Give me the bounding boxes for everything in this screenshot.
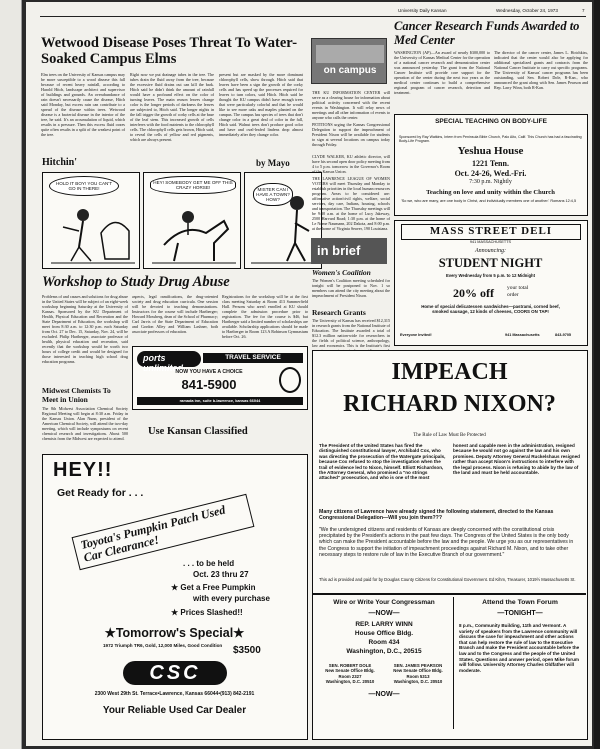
page-number: 7 [582, 8, 585, 13]
impeach-column-1: The President of the United States has fired the distinguished constitutional lawyer, Archibald Cox, who was directing the prosecution of the Watergate principals, because Cox refused to stop the investigation when the trail of evidence led to Nixon, himself. Elliott Richardson, the Attorney General, who promised a "no strings attached" prosecution, and who is one of the most [319, 443, 446, 481]
paper-name: University Daily Kansan [398, 8, 447, 13]
comic-panel-1 [42, 172, 140, 269]
workshop-column-2: aspects, legal ramifications, the drug-oriented society and drug education curricula. One session will be devoted to teaching demonstrations. Instructors for the course will include Hartberger; Howard Mossberg, dean of the School of Pharmacy; Carl Jarvis of the State Department of Education and Gordon Alley and William Lashner, both associate professors of education. [132, 294, 218, 334]
special-car-price: $3500 [233, 645, 261, 656]
comic-artist: by Mayo [256, 158, 290, 168]
elms-column-1: Elm trees on the University of Kansas campus may be more susceptible to a wood disease this fall because of recent heavy rainfall, according to Harold Hitch, landscape architect and supervisor of buildings and grounds. An overabundance of rain doesn't necessarily cause the disease, Hitch said Monday, but excess rain can contribute to a spread of the disease within trees. Wetwood disease is a bacterial disease in the interior of the tree, he said. It's an accumulation of liquid, which results in a pressure. Then this excess fluid oozes quite often results in a split of the weakest point of the tree. [41, 72, 125, 137]
rep-winn-room: Room 434 [368, 639, 400, 646]
comic-drawing-2 [144, 173, 241, 269]
sen-pearson-city: Washington, D.C. 20510 [393, 679, 443, 685]
comic-title: Hitchin' [42, 157, 78, 168]
on-campus-title: on campus [323, 65, 377, 76]
ports-tagline: NOW YOU HAVE A CHOICE [175, 369, 243, 375]
cancer-headline: Cancer Research Funds Awarded to Med Center [394, 19, 580, 47]
forum-divider [453, 597, 454, 729]
student-night-hours: Every Wednesday from 5 p.m. to 12 Midnight [445, 273, 536, 278]
student-night-headline: STUDENT NIGHT [438, 256, 543, 270]
csc-address: 2300 West 29th St. Terrace•Lawrence, Kansas 66044•(913) 842-2191 [94, 691, 255, 697]
comic-panel-2 [143, 172, 241, 269]
impeach-divider [313, 593, 586, 595]
on-campus-item-4: THE LAWRENCE LEAGUE OF WOMEN VOTERS will meet Thursday and Monday to establish priorities in the local human resources program. Areas to be considered are: affirmative action/civil rights, welfare, social services, day care, Indians, housing, schools and transportation. The Thursday meetings will be 9:30 a.m. at the home of Lucy Jakeway, 2500 Harvard Road; 1:30 p.m. at the home of Le Nome Naumann, 202 Dakota, and 8:00 p.m. at the home of Virginia Seaver, 190 Louisiana. [312, 176, 390, 231]
coalition-text: The Women's Coalition meeting scheduled for tonight will be postponed to Nov. 1 so members can attend the city meeting about the impeachment of President Nixon. [312, 278, 390, 298]
deli-ad [394, 220, 588, 346]
tomorrows-special: ★Tomorrow's Special★ [104, 626, 245, 640]
venue-address: 1221 Tenn. [472, 159, 509, 168]
elms-column-2: Right now we put drainage tubes in the tree. The tubes drain the fluid away from the tree, because the excessive fluid drains out can kill the bark. Hitch said he didn't think the amount of rainfall would have a profound effect on the color of turning leaves. The main reason leaves change color is the longer periods of darkness the leaves are subjected to, Hitch said. The longer nights in the fall trigger the growth of corky cells at the base of the leaf stem. This increased growth of cells interferes with the food nutrients to the chlorophyll cells. The chlorophyll cells gets brown, Hitch said, to reveal the cells of yellow and red pigments, which are always present. [130, 72, 214, 142]
page-header [26, 8, 592, 16]
congress-contacts [317, 599, 451, 733]
header-rule [40, 16, 586, 17]
scanner-margin [594, 0, 600, 749]
speech-balloon-3: MISTER CAN I HAVE A TOWN? HOW? [253, 183, 293, 206]
sale-dates: Oct. 23 thru 27 [193, 570, 249, 579]
sen-dole-city: Washington, D.C. 20510 [325, 679, 375, 685]
grants-text: The University of Kansas has received $12,315 in research grants from the National Institute of Education. The Institute awarded a total of $12.3 million nation-wide for researchers in the fields of political science, anthropology, law and economics. This is the Institute's first [312, 318, 390, 348]
purchase-condition: with every purchase [193, 594, 270, 603]
sen-pearson-name: SEN. JAMES PEARSON [393, 663, 443, 668]
congress-now-bottom: —NOW— [368, 691, 400, 698]
sen-pearson-block [385, 663, 451, 685]
workshop-headline: Workshop to Study Drug Abuse [42, 274, 230, 290]
on-campus-logo [311, 38, 387, 84]
on-campus-item-2: PETITIONS urging the Kansas Congressional Delegation to support the impeachment of President Nixon will be available for students to sign at several locations on campus today through Friday. [312, 122, 390, 147]
ports-logo [137, 351, 201, 373]
sen-dole-office: New Senate Office Bldg. [325, 668, 375, 674]
elms-column-3: present but are masked by the more dominant chlorophyll cells, show through. Hitch said that leaves have been a sign the growth of the corky cells and has speed up the processes required for leaves to turn colors, said Hitch. Hitch said he thought the KU campus didn't have enough trees that were particularly colorful and that he would like to see more oaks and maples planted on the campus. The campus has species of trees that don't change color in a great deal of color in the fall, Hitch said. Walnut trees don't produce good color and have and oval-leafed lindens drop almost immediately after they change color. [219, 72, 303, 137]
bible-verse: 'So we, who are many, are one body in Christ, and individually members one of another.' Romans 12:4,5 [401, 199, 577, 203]
csc-used-car-ad [42, 454, 308, 740]
richard-nixon-headline: RICHARD NIXON? [343, 391, 556, 417]
in-brief-title: in brief [317, 243, 361, 258]
town-forum-text: 8 p.m., Community Building, 11th and Vermont. A variety of speakers from the Lawrence community will discuss the case for impeachment and other actions that can help restore the rule of law to the Executive Branch and make the President accountable before the law and to the Congress and the people of the United States. Questions and answer period, open Mike forum will follow. University Attorney Charles Oldfather will moderate. [459, 623, 580, 673]
rep-winn-office: House Office Bldg. [354, 630, 414, 637]
get-ready-text: Get Ready for . . . [57, 487, 144, 499]
newspaper-page [26, 2, 592, 746]
cancer-column-1: WASHINGTON (AP)—An award of nearly $300,000 to the University of Kansas Medical Center for the operation of a national cancer research and demonstration center was announced yesterday. The grant from the National Cancer Institute will provide core support for the operation of the center during the next two years as the medical center continues to build a comprehensive regional program of cancer research, detection and treatment. [394, 50, 490, 95]
sen-dole-block [317, 663, 383, 685]
workshop-column-1: Problems of and causes and solutions for drug abuse in the United States will be subject of an eight-week workshop beginning Saturday at the University of Kansas. Sponsored by the KU Department of Health, Physical Education and Recreation and the State Department of Education, the workshop will meet from 8:30 a.m. to 12:30 p.m. each Saturday from Oct. 27 to Dec. 15, Saturday, Nov. 24, will be excluded. Philip Hartberger, associate professor of health, physical education and recreation, said recently that the workshop would be worth two hours of college credit and would be designed for those interested in teaching high school drug education programs. [42, 294, 128, 364]
comic-drawing-1 [43, 173, 140, 269]
rep-winn-name: REP. LARRY WINN [355, 621, 413, 628]
deli-address: 941 Massachusetts [505, 333, 540, 337]
body-life-sponsor: Sponsored by Ray Watkins, Intern from Peninsula Bible Church, Palo Alto, Calif. This Church has had a fascinating Body-Life Program. [399, 135, 582, 144]
prices-slashed: ★ Prices Slashed!! [171, 608, 243, 617]
ports-unlimited-ad [132, 346, 308, 410]
on-campus-item-1: THE KU INFORMATION CENTER will serve as a clearing house for information about political activity concerned with the recent events in Washington. It will relay news of meetings and all other information of events to anyone who calls the center. [312, 90, 390, 120]
on-campus-item-3: CLYDE WALKER, KU athletic director, will have his second open door policy meeting from 4 to 5 p.m. tomorrow in the Governor's Room of the Kansas Union. [312, 154, 390, 174]
ports-address: ramada inn, suite b-lawrence, kansas 66044 [137, 397, 303, 405]
congress-header: Wire or Write Your Congressman [333, 599, 435, 606]
rep-winn-city: Washington, D.C., 20515 [346, 648, 422, 655]
elms-headline: Wetwood Disease Poses Threat To Water-Soaked Campus Elms [41, 35, 298, 67]
ports-p-emblem [279, 367, 301, 393]
grants-headline: Research Grants [312, 308, 366, 317]
town-forum-header: Attend the Town Forum [482, 599, 558, 606]
classified-promo: Use Kansan Classified [148, 426, 248, 437]
deli-phone: 843-9705 [555, 333, 572, 337]
coalition-headline: Women's Coalition [312, 268, 371, 277]
venue-name: Yeshua House [457, 145, 524, 157]
discount-amount: 20% off [453, 286, 494, 300]
cancer-column-2: The director of the cancer center, James L. Hotchkiss, indicated that the center would also be applying for additional specialized grants and contracts from the National Cancer Institute to carry out specific programs. The University of Kansas' cancer programs has been outstanding, said Sen. Robert Dole, R-Kan., who announced the grant along with Sen. James Pearson and Rep. Larry Winn, both R-Kan. [494, 50, 588, 90]
impeach-headline: IMPEACH [391, 359, 508, 385]
speech-balloon-1: HOLD IT BOY! YOU CAN'T GO IN THERE! [49, 176, 119, 196]
sen-dole-name: SEN. ROBERT DOLE [328, 663, 372, 668]
hey-headline: HEY!! [53, 459, 113, 481]
signers-intro: Many citizens of Lawrence have already signed the following statement, directed to the Kansas Congressional Delegation—Will you join them??? [319, 509, 554, 522]
csc-logo: CSC [123, 661, 227, 685]
town-forum [457, 599, 583, 733]
event-dates: Oct. 24-26, Wed.-Fri. [454, 169, 527, 178]
issue-date: Wednesday, October 24, 1973 [496, 8, 558, 13]
impeach-nixon-ad [312, 350, 588, 740]
sen-pearson-office: New Senate Office Bldg. [393, 668, 443, 674]
pumpkin-patch-banner: Toyota's Pumpkin Patch Used Car Clearance! [72, 494, 255, 571]
deli-announcing: Announcing: [475, 248, 506, 254]
special-car-details: 1972 Triumph TR6, Gold, 12,000 Miles, Good Condition [103, 643, 223, 648]
deli-subaddress: 941 MASSACHUSETTS [469, 240, 512, 244]
deli-menu-items: Home of special delicatessen sandwiches—pastrami, corned beef, smoked sausage, 12 kinds of cheeses, COORS ON TAP! [421, 304, 560, 315]
sen-dole-room: Room 2327 [338, 673, 362, 679]
chemists-headline: Midwest Chemists To Meet in Union [42, 386, 111, 404]
paid-disclaimer: This ad is provided and paid for by Douglas County Citizens for Constitutional Government. Ed Kihm, Treasurer, 1019½ Massachusetts St. [319, 577, 576, 582]
body-life-ad [394, 114, 588, 216]
discount-tail: your total order [507, 285, 529, 298]
deli-invitation: Everyone Invited! [400, 333, 432, 337]
event-time: 7:30 p.m. Nightly [469, 179, 512, 185]
deli-name: MASS STREET DELI [401, 224, 581, 240]
adjacent-page-edge [0, 0, 22, 749]
campus-building-silhouette [316, 45, 384, 63]
in-brief-logo [311, 238, 387, 264]
csc-slogan: Your Reliable Used Car Dealer [102, 705, 247, 716]
impeach-column-2: honest and capable men in the administration, resigned because he would not go against the law and his own promises. Deputy Attorney General Ruckelshaus resigned rather than accept Nixon's instructions to interfere with the legal process. Nixon is refusing to abide by the law of the land and must be held accountable. [453, 443, 580, 476]
body-life-tagline: Teaching on love and unity within the Church [426, 189, 555, 196]
ports-logo-text: ports unlimited [143, 353, 183, 373]
speech-balloon-2: HEY! SOMEBODY GET ME OFF THIS CRAZY HORSE! [150, 176, 236, 194]
ports-phone: 841-5900 [181, 377, 237, 392]
congress-now-top: —NOW— [368, 610, 400, 617]
travel-service-banner: TRAVEL SERVICE [203, 353, 303, 363]
workshop-column-3: Registrations for the workshop will be at the first class meeting Saturday at Room 413 Summerfield Hall. Persons who aren't enrolled at KU should complete the admission procedure prior to registration. The fee for the course is $46, but Hartberger said a limited number of scholarships are available. Scholarship applications should be made to Hartberger in Room 123 A Robinson Gymnasium before Oct. 26. [222, 294, 308, 339]
impeachment-statement: "We the undersigned citizens and residents of Kansas are deeply concerned with the constitutional crisis precipitated by the President's actions in the past few days. The Congress of the United States is the only body which can make the President accountable before the law and the people. We urge you as our representatives in the Congress to support the initiation of impeachment proceedings against Richard M. Nixon, and to take other necessary steps to restore rule of law in the Executive Branch of our government." [319, 527, 574, 558]
to-be-held-text: . . . to be held [183, 559, 235, 568]
town-forum-tonight: —TONIGHT— [497, 610, 543, 617]
body-life-header: SPECIAL TEACHING ON BODY-LIFE [435, 118, 547, 125]
impeach-subhead: The Rule of Law Must Be Protected [413, 433, 486, 438]
chemists-text: The 8th Midwest Association Chemical Society Regional Meeting will begin at 8:30 a.m. Friday in the Kansas Union. Alan Nunn, president of the American Chemical Society, will attend the two-day meeting, which will include symposiums on recent chemical research and investigations. About 500 chemists from the Midwest are expected to attend. [42, 406, 128, 441]
free-pumpkin-offer: ★ Get a Free Pumpkin [171, 583, 256, 592]
sen-pearson-room: Room 5313 [406, 673, 430, 679]
